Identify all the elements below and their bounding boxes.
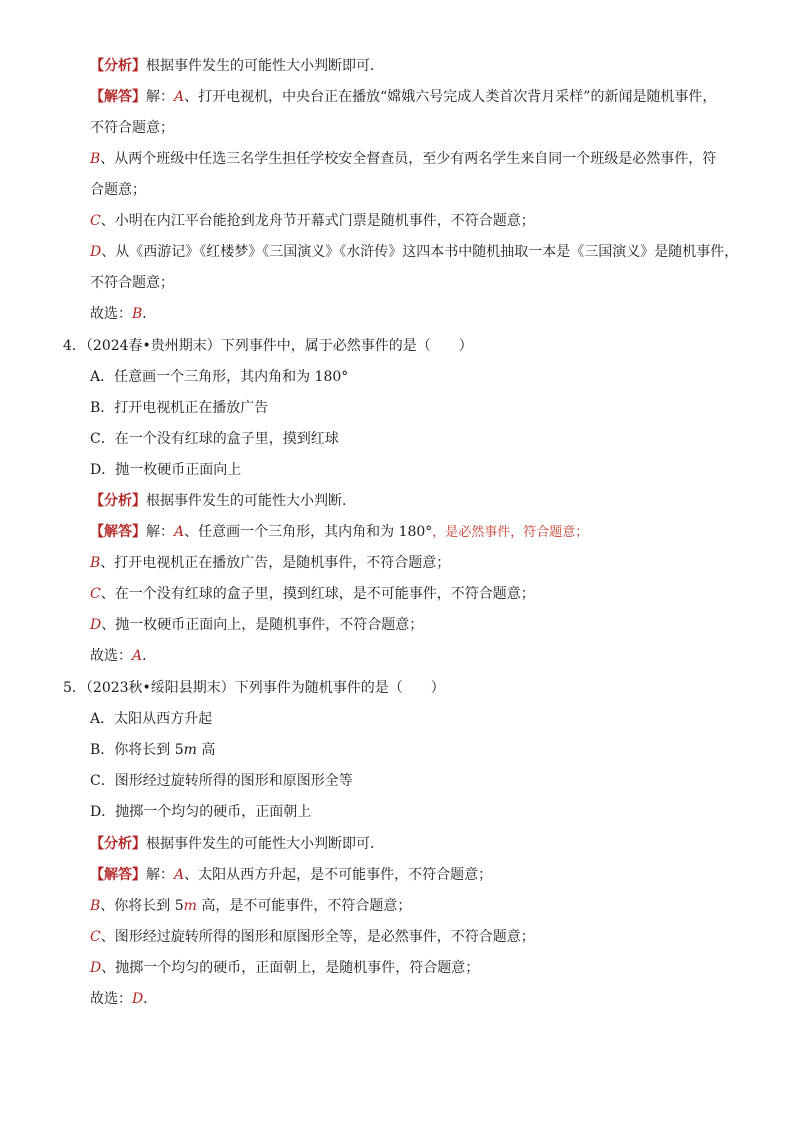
analysis-text: 根据事件发生的可能性大小判断即可． (146, 58, 384, 74)
q4-option-d: D．抛一枚硬币正面向上 (90, 462, 242, 478)
solution-text: 、图形经过旋转所得的图形和原图形全等，是必然事件，不符合题意； (100, 929, 535, 945)
q5-option-c: C．图形经过旋转所得的图形和原图形全等 (90, 773, 353, 789)
solution-text: 、太阳从西方升起，是不可能事件，不符合题意； (184, 867, 493, 883)
q3-analysis-line (90, 56, 750, 76)
option-text: B．你将长到 5 (90, 742, 184, 758)
option-letter: A (174, 89, 185, 105)
option-letter: B (90, 898, 101, 914)
solution-text: 、小明在内江平台能抢到龙舟节开幕式门票是随机事件，不符合题意； (100, 213, 535, 229)
q3-solution-line-d-cont (90, 273, 750, 293)
q5-option-a: A．太阳从西方升起 (90, 711, 213, 727)
answer-end: ． (142, 306, 157, 322)
option-letter: D (90, 617, 102, 633)
unit-m: m (183, 742, 197, 758)
unit-m: m (183, 898, 197, 914)
q3-solution-line-b (90, 149, 750, 169)
q3-solution-line-c (90, 211, 750, 231)
solution-tag: 【解答】 (90, 89, 146, 105)
solution-note: ，是必然事件，符合题意； (432, 525, 589, 540)
solution-text: 、打开电视机，中央台正在播放“嫦娥六号完成人类首次背月采样”的新闻是随机事件， (184, 89, 717, 105)
q5-solution-line-b (90, 896, 750, 916)
solution-text: 高，是不可能事件，不符合题意； (196, 898, 412, 914)
answer-prefix: 故选： (90, 991, 132, 1007)
answer-letter: A (132, 648, 143, 664)
solution-text: 、从两个班级中任选三名学生担任学校安全督查员，至少有两名学生来自同一个班级是必然事件，符 (100, 151, 717, 167)
option-letter: C (90, 586, 101, 602)
analysis-text: 根据事件发生的可能性大小判断即可． (146, 836, 384, 852)
solution-tag: 【解答】 (90, 524, 146, 540)
q5-solution-line-a (90, 865, 750, 885)
q3-solution-line-a-cont (90, 118, 750, 138)
q4-option-c: C．在一个没有红球的盒子里，摸到红球 (90, 431, 339, 447)
solution-text: 、任意画一个三角形，其内角和为 180° (184, 524, 433, 540)
q4-solution-line-c (90, 584, 750, 604)
answer-end: ． (143, 991, 158, 1007)
option-letter: C (90, 929, 101, 945)
q4-option-b: B．打开电视机正在播放广告 (90, 400, 269, 416)
q4-solution-line-d (90, 615, 750, 635)
q4-solution-line-b (90, 553, 750, 573)
analysis-tag: 【分析】 (90, 58, 146, 74)
solution-text: 不符合题意； (90, 120, 174, 136)
q4-stem: 4．（2024春•贵州期末）下列事件中，属于必然事件的是（ ） (63, 338, 473, 354)
analysis-tag: 【分析】 (90, 493, 146, 509)
q5-option-b (90, 740, 750, 760)
solution-text: 合题意； (90, 182, 146, 198)
solution-text: 、从《西游记》《红楼梦》《三国演义》《水浒传》这四本书中随机抽取一本是《三国演义》是随机事件， (101, 244, 739, 260)
solution-text: 不符合题意； (90, 275, 174, 291)
option-letter: B (90, 151, 101, 167)
q3-solution-line-a (90, 87, 750, 107)
solution-tag: 【解答】 (90, 867, 146, 883)
q3-solution-line-d (90, 242, 750, 262)
q4-answer-line (90, 646, 750, 666)
q4-analysis-line (90, 491, 750, 511)
option-letter: A (174, 524, 185, 540)
option-letter: C (90, 213, 101, 229)
option-letter: A (174, 867, 185, 883)
solution-prefix: 解： (146, 89, 174, 105)
option-text: 高 (196, 742, 216, 758)
solution-prefix: 解： (146, 867, 174, 883)
option-letter: D (90, 960, 102, 976)
q4-option-a: A．任意画一个三角形，其内角和为 180° (90, 369, 349, 385)
option-letter: B (90, 555, 101, 571)
answer-end: ． (142, 648, 157, 664)
analysis-text: 根据事件发生的可能性大小判断． (146, 493, 356, 509)
q5-solution-line-c (90, 927, 750, 947)
solution-text: 、打开电视机正在播放广告，是随机事件，不符合题意； (100, 555, 451, 571)
answer-letter: D (132, 991, 144, 1007)
q5-solution-line-d (90, 958, 750, 978)
solution-text: 、你将长到 5 (100, 898, 184, 914)
q3-solution-line-b-cont (90, 180, 750, 200)
q5-option-d: D．抛掷一个均匀的硬币，正面朝上 (90, 804, 312, 820)
answer-letter: B (132, 306, 143, 322)
q5-answer-line (90, 989, 750, 1009)
q5-stem: 5．（2023秋•绥阳县期末）下列事件为随机事件的是（ ） (63, 680, 445, 696)
q5-analysis-line (90, 834, 750, 854)
q3-answer-line (90, 304, 750, 324)
solution-text: 、在一个没有红球的盒子里，摸到红球，是不可能事件，不符合题意； (100, 586, 535, 602)
answer-prefix: 故选： (90, 648, 132, 664)
answer-prefix: 故选： (90, 306, 132, 322)
analysis-tag: 【分析】 (90, 836, 146, 852)
solution-text: 、抛掷一个均匀的硬币，正面朝上，是随机事件，符合题意； (101, 960, 480, 976)
solution-text: 、抛一枚硬币正面向上，是随机事件，不符合题意； (101, 617, 424, 633)
q4-solution-line-a (90, 522, 750, 543)
option-letter: D (90, 244, 102, 260)
solution-prefix: 解： (146, 524, 174, 540)
